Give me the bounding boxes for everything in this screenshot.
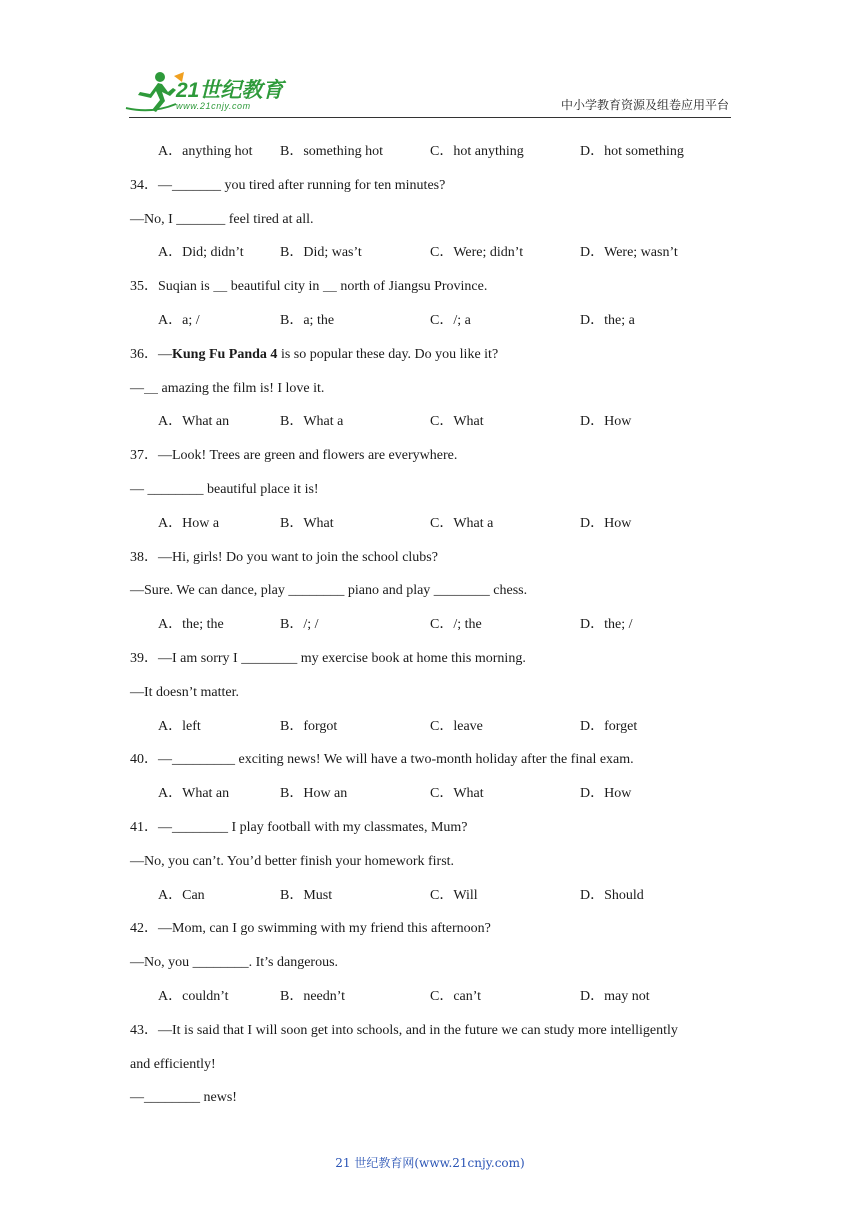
- answer-option: B．How an: [280, 786, 348, 802]
- answer-option: D．How: [580, 414, 632, 430]
- answer-option: C．What: [430, 414, 484, 430]
- answer-option: B．a; the: [280, 312, 335, 328]
- answer-option: D．forget: [580, 718, 638, 734]
- question-line: —No, you can’t. You’d better finish your homework first.: [130, 853, 455, 869]
- question-line: 39．—I am sorry I ________ my exercise book at home this morning.: [130, 650, 526, 666]
- answer-options: [130, 507, 730, 541]
- answer-option: C．Will: [430, 887, 478, 903]
- answer-option: A．left: [158, 718, 201, 734]
- question-line: 41．—________ I play football with my classmates, Mum?: [130, 819, 468, 835]
- question-line: —Sure. We can dance, play ________ piano and play ________ chess.: [130, 583, 528, 599]
- answer-option: C．leave: [430, 718, 483, 734]
- question-line: —＿ amazing the film is! I love it.: [130, 380, 325, 396]
- question-line: 42．—Mom, can I go swimming with my friend this afternoon?: [130, 921, 491, 937]
- page-footer: 21 世纪教育网(www.21cnjy.com): [335, 1156, 525, 1170]
- answer-option: C．What a: [430, 515, 494, 531]
- answer-option: D．How: [580, 786, 632, 802]
- answer-option: B．Did; was’t: [280, 245, 362, 261]
- question-line: —It doesn’t matter.: [130, 684, 239, 700]
- answer-option: A．How a: [158, 515, 220, 531]
- answer-options: [130, 879, 730, 913]
- answer-option: C．/; a: [430, 312, 471, 328]
- question-line: —No, I _______ feel tired at all.: [130, 211, 314, 227]
- answer-option: D．Should: [580, 887, 644, 903]
- answer-option: C．hot anything: [430, 144, 524, 159]
- answer-options: [130, 980, 730, 1014]
- answer-option: D．Were; wasn’t: [580, 245, 678, 261]
- question-line: — ________ beautiful place it is!: [130, 481, 319, 497]
- answer-option: B．forgot: [280, 718, 338, 734]
- answer-option: A．What an: [158, 786, 230, 802]
- question-line: —No, you ________. It’s dangerous.: [130, 955, 339, 971]
- answer-option: C．/; the: [430, 617, 482, 633]
- question-text: 36．—: [130, 346, 172, 362]
- answer-option: B．something hot: [280, 144, 384, 159]
- platform-tagline: 中小学教育资源及组卷应用平台: [560, 98, 729, 112]
- answer-option: D．the; a: [580, 312, 635, 328]
- film-title: Kung Fu Panda 4: [172, 346, 278, 362]
- answer-option: A．anything hot: [158, 144, 253, 159]
- question-line: 34．—_______ you tired after running for ten minutes?: [130, 177, 446, 193]
- answer-options: [130, 710, 730, 744]
- question-text: is so popular these day. Do you like it?: [277, 346, 499, 362]
- question-line: 43．—It is said that I will soon get into schools, and in the future we can study more intelligently: [130, 1022, 678, 1038]
- answer-options: [130, 608, 730, 642]
- question-line: 40．—_________ exciting news! We will have a two-month holiday after the final exam.: [130, 752, 634, 768]
- answer-option: B．needn’t: [280, 988, 346, 1004]
- question-line: 38．—Hi, girls! Do you want to join the school clubs?: [130, 549, 438, 565]
- question-line: 37．—Look! Trees are green and flowers are everywhere.: [130, 448, 458, 464]
- answer-options: [130, 405, 730, 439]
- answer-option: A．a; /: [158, 312, 200, 328]
- question-line: and efficiently!: [130, 1056, 216, 1072]
- question-line: —________ news!: [130, 1090, 237, 1106]
- answer-option: C．can’t: [430, 988, 482, 1004]
- answer-option: D．hot something: [580, 144, 684, 159]
- question-line: 35．Suqian is ＿ beautiful city in ＿ north of Jiangsu Province.: [130, 279, 488, 295]
- answer-option: D．How: [580, 515, 632, 531]
- answer-option: C．What: [430, 786, 484, 802]
- answer-option: B．What: [280, 515, 334, 531]
- question-content: [130, 135, 730, 1115]
- logo-text: 21世纪教育: [176, 79, 284, 102]
- page-header: [0, 0, 860, 130]
- answer-option: A．What an: [158, 414, 230, 430]
- answer-options: [130, 304, 730, 338]
- answer-option: B．What a: [280, 414, 344, 430]
- question-line: [130, 338, 730, 372]
- logo-url: www.21cnjy.com: [176, 101, 251, 111]
- answer-options: [130, 236, 730, 270]
- answer-option: C．Were; didn’t: [430, 245, 524, 261]
- answer-options: [130, 135, 730, 169]
- answer-option: D．the; /: [580, 617, 633, 633]
- answer-option: A．Did; didn’t: [158, 245, 244, 261]
- header-divider: [129, 117, 731, 118]
- answer-options: [130, 777, 730, 811]
- answer-option: B．Must: [280, 887, 333, 903]
- answer-option: B．/; /: [280, 617, 319, 633]
- answer-option: A．the; the: [158, 617, 224, 633]
- answer-option: A．couldn’t: [158, 988, 229, 1004]
- answer-option: D．may not: [580, 988, 650, 1004]
- answer-option: A．Can: [158, 887, 205, 903]
